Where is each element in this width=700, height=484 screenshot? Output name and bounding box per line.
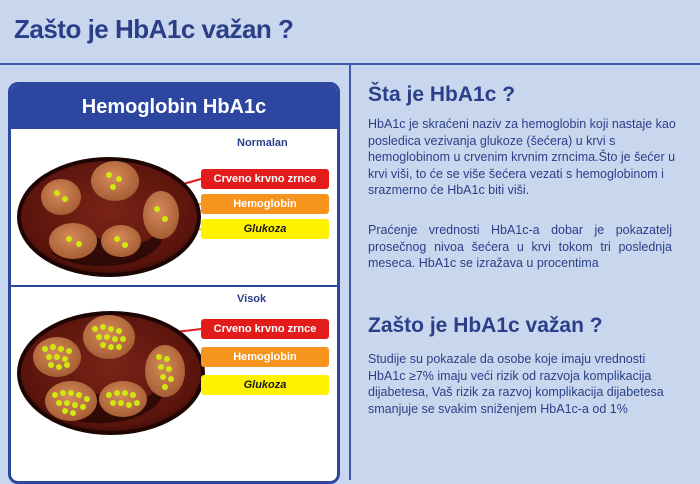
- legend-hemoglobin: Hemoglobin: [201, 347, 329, 367]
- legend-red-blood-cell: Crveno krvno zrnce: [201, 319, 329, 339]
- column-divider: [349, 65, 351, 480]
- normal-cell-diagram: [11, 145, 337, 285]
- heading-what-is-hba1c: Šta je HbA1c ?: [368, 83, 516, 106]
- legend-red-blood-cell: Crveno krvno zrnce: [201, 169, 329, 189]
- hemoglobin-blob: [49, 223, 97, 259]
- hemoglobin-blob: [99, 381, 147, 417]
- paragraph-risk: Studije su pokazale da osobe koje imaju vrednosti HbA1c ≥7% imaju veći rizik od razvoja komplikacija dijabetesa, Vaš rizik za razvoj komplikacija dijabetesa smanjuje se svakim sniženjem HbA1c-a od 1%: [368, 352, 664, 416]
- hba1c-diagram-card: [8, 82, 340, 484]
- paragraph-monitoring: Praćenje vrednosti HbA1c-a dobar je pokazatelj prosečnog nivoa šećera u krvi tokom tri poslednja meseca. HbA1c se izražava u procentima: [368, 223, 672, 270]
- legend-glucose: Glukoza: [201, 375, 329, 395]
- section-label-high: Visok: [237, 293, 267, 305]
- page-title: Zašto je HbA1c važan ?: [14, 14, 294, 44]
- section-label-normal: Normalan: [237, 137, 288, 149]
- section-divider: [11, 285, 337, 287]
- hemoglobin-blob: [91, 161, 139, 201]
- paragraph-definition: HbA1c je skraćeni naziv za hemoglobin koji nastaje kao posledica vezivanja glukoze (šećera) u krvi s hemoglobinom u crvenim krvnim zrncima.Što je šećer u krvi viši, to će se više šećera vezati s hemoglobinom i srazmerno će HbA1c biti viši.: [368, 117, 676, 197]
- hemoglobin-blob: [101, 225, 141, 257]
- heading-why-important: Zašto je HbA1c važan ?: [368, 314, 603, 337]
- legend-glucose: Glukoza: [201, 219, 329, 239]
- hemoglobin-blob: [143, 191, 179, 239]
- legend-hemoglobin: Hemoglobin: [201, 194, 329, 214]
- hemoglobin-blob: [41, 179, 81, 215]
- diagram-header: Hemoglobin HbA1c: [11, 85, 337, 129]
